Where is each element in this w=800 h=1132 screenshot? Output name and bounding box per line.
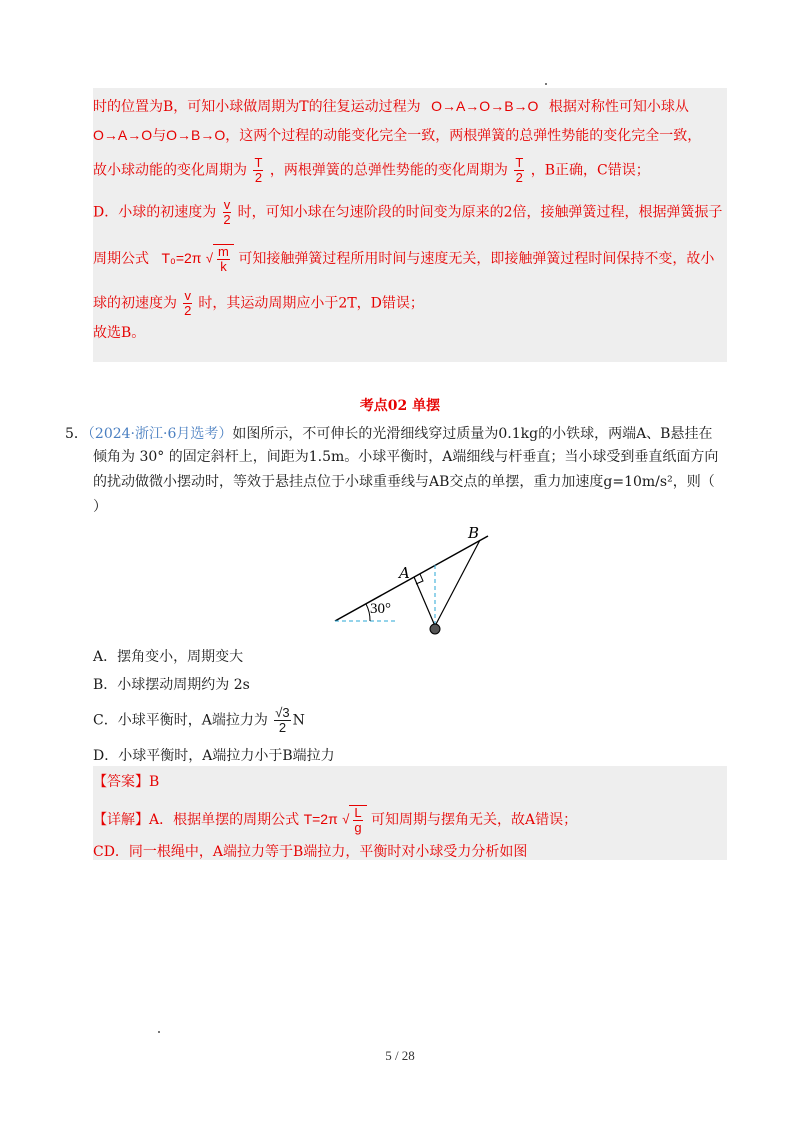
solution-line-2: O→A→O与O→B→O，这两个过程的动能变化完全一致，两根弹簧的总弹性势能的变化完全一致， xyxy=(93,127,702,144)
detail-line-2: CD．同一根绳中，A端拉力等于B端拉力，平衡时对小球受力分析如图 xyxy=(93,844,528,860)
solution-line-7: 故选B。 xyxy=(93,325,146,341)
option-c: C．小球平衡时，A端拉力为 $\frac{√3}{2}$ N xyxy=(93,705,305,735)
option-b: B．小球摆动周期约为 2s xyxy=(93,677,250,693)
fraction-t-over-2: $\frac{T}{2}$ xyxy=(254,155,263,185)
solution-line-1: 时的位置为B，可知小球做周期为T的往复运动过程为 O→A→O→B→O 根据对称性可知小球从 xyxy=(93,98,689,115)
question-line-4: ） xyxy=(93,499,107,515)
fraction-sqrt3-over-2: $\frac{√3}{2}$ xyxy=(275,705,290,735)
fraction-t-over-2: $\frac{T}{2}$ xyxy=(515,155,524,185)
detail-line-1: 【详解】A．根据单摆的周期公式 T=2π √ $\frac{L}{g}$ 可知周期与摆角无关，故A错误； xyxy=(93,805,578,835)
string-a xyxy=(414,577,435,626)
option-d: D．小球平衡时，A端拉力小于B端拉力 xyxy=(93,748,335,764)
sqrt-m-over-k: √ $\frac{m}{k}$ xyxy=(206,244,234,274)
solution-line-4: D．小球的初速度为 $\frac{v}{2}$ 时，可知小球在匀速阶段的时间变为原来的2倍，接触弹簧过程，根据弹簧振子 xyxy=(93,197,723,227)
label-b: B xyxy=(468,524,480,542)
solution-line-3: 故小球动能的变化周期为 $\frac{T}{2}$ ，两根弹簧的总弹性势能的变化周期为 $\frac{T}{2}$ ，B正确，C错误； xyxy=(93,155,650,185)
page-number: 5 / 28 xyxy=(385,1048,415,1063)
angle-label: 30° xyxy=(370,601,391,617)
label-a: A xyxy=(399,564,410,582)
question-line-2: 倾角为 30° 的固定斜杆上，间距为1.5m。小球平衡时，A端细线与杆垂直；当小球受到垂直纸面方向 xyxy=(93,449,719,465)
answer-line: 【答案】B xyxy=(93,774,160,790)
header-dot xyxy=(545,83,547,85)
inclined-rod xyxy=(335,536,488,621)
solution-line-6: 球的初速度为 $\frac{v}{2}$ 时，其运动周期应小于2T，D错误； xyxy=(93,288,424,318)
pendulum-figure xyxy=(320,520,500,640)
fraction-v-over-2: $\frac{v}{2}$ xyxy=(184,288,192,318)
section-title: 考点02 单摆 xyxy=(359,398,441,414)
footer-dot xyxy=(158,1031,160,1033)
solution-line-5: 周期公式 T₀=2π √ $\frac{m}{k}$ 可知接触弹簧过程所用时间与速度无关，即接触弹簧过程时间保持不变，故小 xyxy=(93,244,715,274)
option-a: A．摆角变小，周期变大 xyxy=(93,649,244,665)
question-line-3: 的扰动做微小摆动时，等效于悬挂点位于小球重垂线与AB交点的单摆，重力加速度g=10m/s²，则（ xyxy=(93,474,715,490)
sqrt-l-over-g: √ $\frac{L}{g}$ xyxy=(342,805,366,835)
fraction-v-over-2: $\frac{v}{2}$ xyxy=(223,197,231,227)
question-line-1: 5．（2024·浙江·6月选考）如图所示，不可伸长的光滑细线穿过质量为0.1kg的小铁球，两端A、B悬挂在 xyxy=(65,426,713,442)
iron-ball xyxy=(430,624,440,634)
